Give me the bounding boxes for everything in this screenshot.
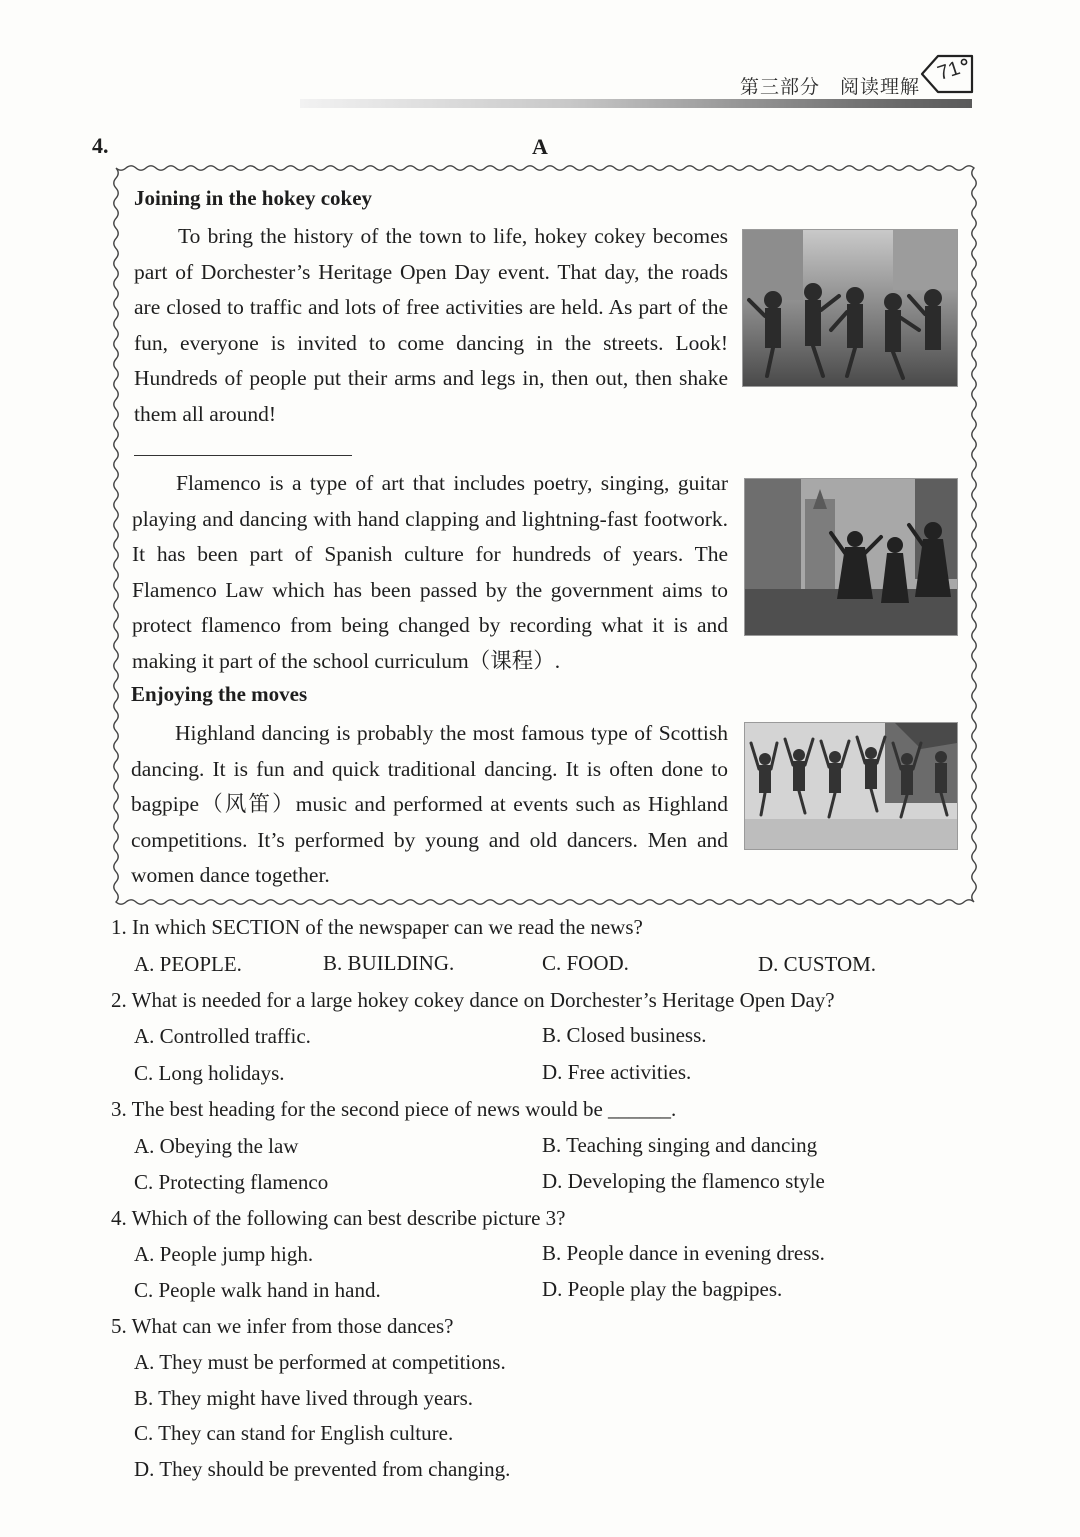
news-paragraph-1: [134, 219, 728, 432]
q2-option-a[interactable]: A. Controlled traffic.: [134, 1024, 311, 1048]
q3-option-a[interactable]: A. Obeying the law: [134, 1134, 299, 1158]
q2-option-b[interactable]: B. Closed business.: [542, 1023, 707, 1047]
hokey-cokey-photo: [742, 229, 958, 387]
page-number: 71: [934, 57, 963, 85]
news-1-text: To bring the history of the town to life, hokey cokey becomes part of Dorchester’s Heritage Open Day event. That day, the roads are closed to traffic and lots of free activities are held. As part of the fun, everyone is invited to come dancing in the streets. Look! Hundreds of people put their arms and legs in, then out, then shake them all around!: [134, 224, 728, 426]
q1-option-b[interactable]: B. BUILDING.: [323, 951, 455, 975]
q3-option-c[interactable]: C. Protecting flamenco: [134, 1170, 329, 1194]
news-2-text: Flamenco is a type of art that includes poetry, singing, guitar playing and dancing with hand clapping and lightning-fast footwork. It has been part of Spanish culture for hundreds of years. The Flamenco Law which has been passed by the government aims to protect flamenco from being changed by recording what it is and making it part of the school curriculum（课程）.: [132, 471, 728, 673]
heading-blank: [134, 455, 352, 456]
q2-option-c[interactable]: C. Long holidays.: [134, 1061, 285, 1085]
question-2-stem: 2. What is needed for a large hokey cokey dance on Dorchester’s Heritage Open Day?: [111, 988, 835, 1012]
section-label: 第三部分 阅读理解: [740, 77, 921, 98]
flamenco-photo: [744, 478, 958, 636]
section-heading-2: Enjoying the moves: [131, 682, 308, 706]
q5-option-d[interactable]: D. They should be prevented from changing.: [134, 1457, 511, 1481]
question-3-stem: 3. The best heading for the second piece of news would be ______.: [111, 1097, 677, 1121]
q3-option-d[interactable]: D. Developing the flamenco style: [542, 1169, 825, 1193]
q2-option-d[interactable]: D. Free activities.: [542, 1060, 692, 1084]
question-5-stem: 5. What can we infer from those dances?: [111, 1314, 454, 1338]
q1-option-d[interactable]: D. CUSTOM.: [758, 952, 877, 976]
q1-option-c[interactable]: C. FOOD.: [542, 951, 629, 975]
news-paragraph-3: [131, 716, 728, 894]
q4-option-d[interactable]: D. People play the bagpipes.: [542, 1277, 783, 1301]
passage-letter: A: [532, 134, 548, 159]
section-heading-1: Joining in the hokey cokey: [134, 186, 373, 210]
q5-option-c[interactable]: C. They can stand for English culture.: [134, 1421, 454, 1445]
q4-option-c[interactable]: C. People walk hand in hand.: [134, 1278, 381, 1302]
highland-dancing-photo: [744, 722, 958, 850]
question-1-stem: 1. In which SECTION of the newspaper can we read the news?: [111, 915, 643, 939]
news-3-text: Highland dancing is probably the most famous type of Scottish dancing. It is fun and quick traditional dancing. It is often done to bagpipe（风笛）music and performed at events such as Highland competitions. It’s performed by young and old dancers. Men and women dance together.: [131, 721, 728, 887]
header-divider: [300, 99, 972, 108]
question-number: 4.: [92, 133, 109, 158]
q4-option-b[interactable]: B. People dance in evening dress.: [542, 1241, 825, 1265]
q5-option-a[interactable]: A. They must be performed at competitions.: [134, 1350, 506, 1374]
q4-option-a[interactable]: A. People jump high.: [134, 1242, 314, 1266]
news-paragraph-2: [132, 466, 728, 679]
question-4-stem: 4. Which of the following can best describe picture 3?: [111, 1206, 566, 1230]
q1-option-a[interactable]: A. PEOPLE.: [134, 952, 242, 976]
q5-option-b[interactable]: B. They might have lived through years.: [134, 1386, 474, 1410]
q3-option-b[interactable]: B. Teaching singing and dancing: [542, 1133, 818, 1157]
